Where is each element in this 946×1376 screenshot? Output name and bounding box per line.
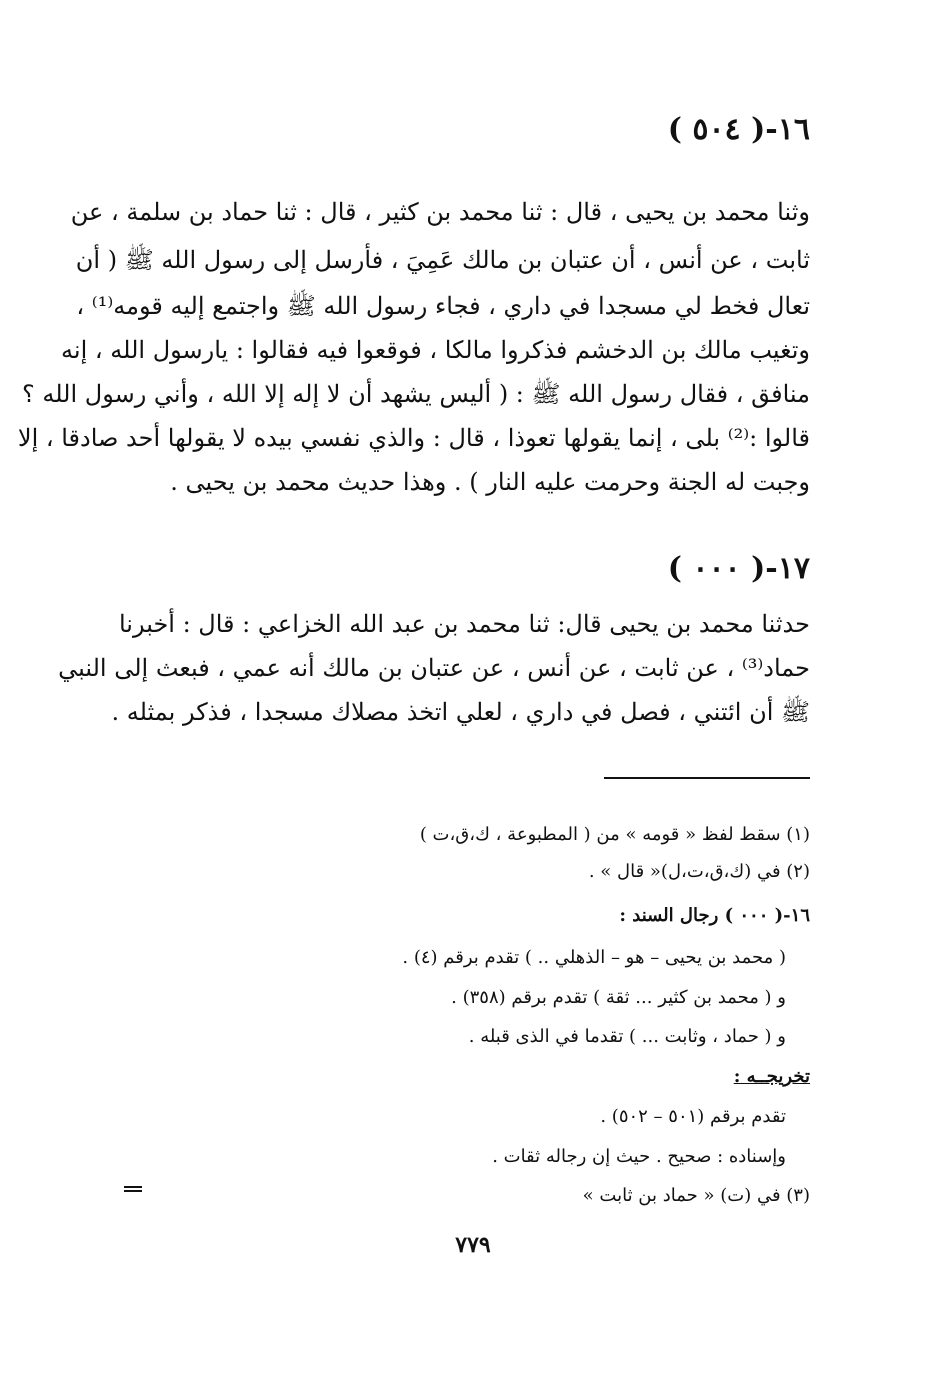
hadith-17-line: حدثنا محمد بن يحيى قال: ثنا محمد بن عبد الله الخزاعي : قال : أخبرنا — [118, 610, 810, 638]
narrator-note: و ( محمد بن كثير ... ثقة ) تقدم برقم (٣٥٨) . — [451, 987, 786, 1008]
hadith-16-line: وجبت له الجنة وحرمت عليه النار ) . وهذا حديث محمد بن يحيى . — [170, 468, 810, 496]
footnote-1: (١) سقط لفظ « قومه » من ( المطبوعة ، ك،ق،ت ) — [419, 824, 810, 845]
narrators-heading: ١٦-( ٠٠٠ ) رجال السند : — [619, 905, 810, 926]
hadith-16-line: منافق ، فقال رسول الله ﷺ : ( أليس يشهد أن لا إله إلا الله ، وأني رسول الله ؟ — [21, 380, 810, 408]
footnote-separator — [604, 777, 810, 779]
isnad-grade-note: وإسناده : صحيح . حيث إن رجاله ثقات . — [492, 1146, 786, 1167]
footnote-2: (٢) في (ك،ق،ت،ل)« قال » . — [588, 861, 810, 882]
hadith-17-line: ﷺ أن ائتني ، فصل في داري ، لعلي اتخذ مصلاك مسجدا ، فذكر بمثله . — [111, 698, 810, 726]
hadith-16-line: ثابت ، عن أنس ، أن عتبان بن مالك عَمِيَ ، فأرسل إلى رسول الله ﷺ ( أن — [75, 246, 810, 274]
footnote-3: (٣) في (ت) « حماد بن ثابت » — [582, 1185, 810, 1206]
hadith-17-line: حماد⁽³⁾ ، عن ثابت ، عن أنس ، عن عتبان بن مالك أنه عمي ، فبعث إلى النبي — [58, 654, 810, 682]
hadith-16-line: تعال فخط لي مسجدا في داري ، فجاء رسول الله ﷺ واجتمع إليه قومه⁽¹⁾ ، — [76, 292, 810, 320]
hadith-16-heading: ١٦-( ٥٠٤ ) — [667, 112, 810, 147]
takhrij-note: تقدم برقم (٥٠١ – ٥٠٢) . — [600, 1106, 786, 1127]
hadith-16-line: وتغيب مالك بن الدخشم فذكروا مالكا ، فوقعوا فيه فقالوا : يارسول الله ، إنه — [61, 336, 810, 364]
page-number: ٧٧٩ — [455, 1232, 491, 1258]
takhrij-heading: تخريجــه : — [733, 1066, 810, 1087]
narrator-note: و ( حماد ، وثابت ... ) تقدما في الذى قبله . — [468, 1026, 786, 1047]
hadith-17-heading: ١٧-( ٠٠٠ ) — [667, 551, 810, 586]
narrator-note: ( محمد بن يحيى – هو – الذهلي .. ) تقدم برقم (٤) . — [402, 947, 786, 968]
margin-mark — [124, 1186, 142, 1192]
hadith-16-line: وثنا محمد بن يحيى ، قال : ثنا محمد بن كثير ، قال : ثنا حماد بن سلمة ، عن — [70, 198, 810, 226]
hadith-16-line: قالوا :⁽²⁾ بلى ، إنما يقولها تعوذا ، قال : والذي نفسي بيده لا يقولها أحد صادقا ، إلا — [17, 424, 810, 452]
